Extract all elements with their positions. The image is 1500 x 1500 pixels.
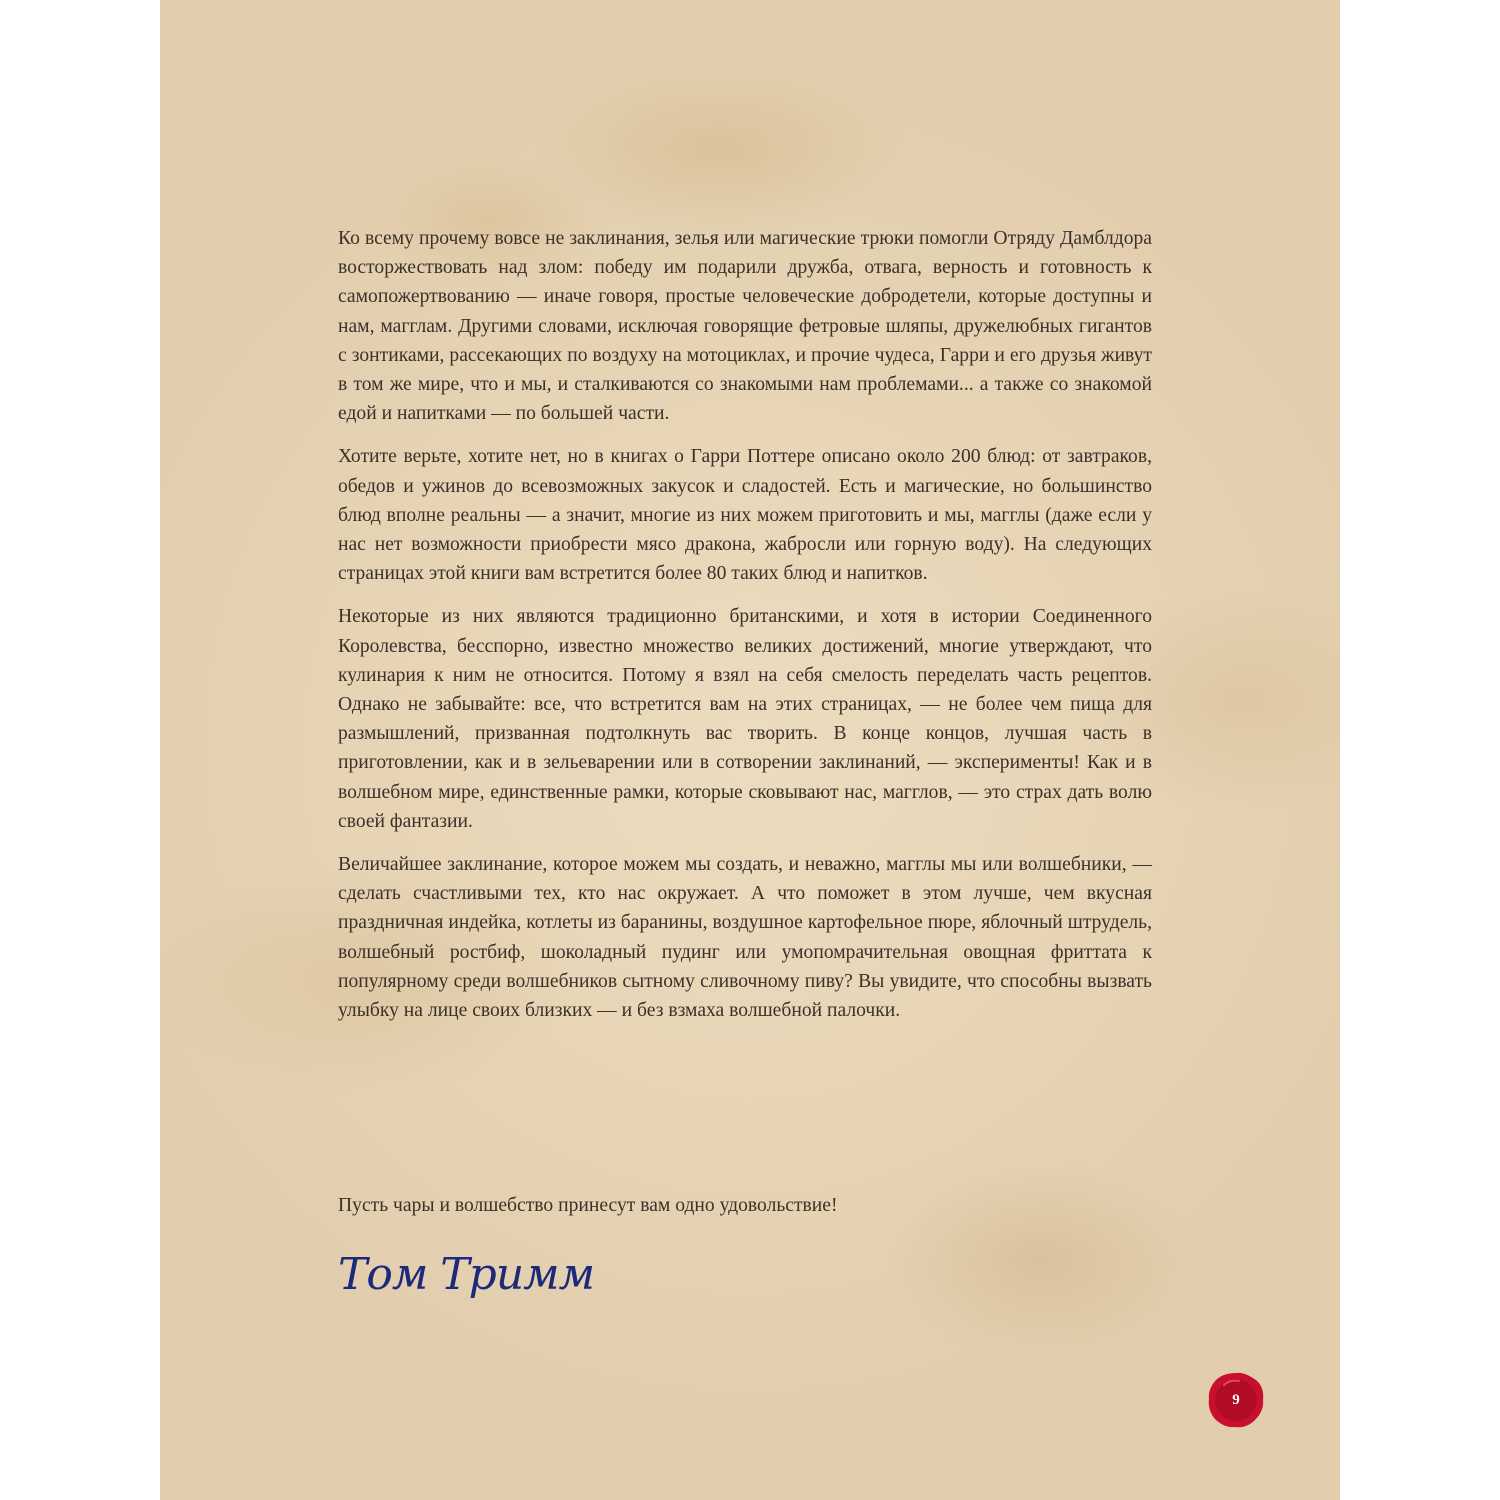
book-page [160,0,1340,1500]
paragraph-4: Величайшее заклинание, которое можем мы создать, и неважно, магглы мы или волшебники, — сделать счастливыми тех, кто нас окружает. А что поможет в этом лучше, чем вкусная праздничная индейка, котлеты из баранины, воздушное картофельное пюре, яблочный штрудель, волшебный ростбиф, шоколадный пудинг или умопомрачительная овощная фриттата к популярному среди волшебников сытному сливочному пиву? Вы увидите, что способны вызвать улыбку на лице своих близких — и без взмаха волшебной палочки. [338,854,1152,1022]
author-signature: Том Тримм [338,1249,595,1300]
paragraph-3: Некоторые из них являются традиционно британскими, и хотя в истории Соединенного Королевства, бесспорно, известно множество великих достижений, многие утверждают, что кулинария к ним не относится. Потому я взял на себя смелость переделать часть рецептов. Однако не забывайте: все, что встретится вам на этих страницах, — не более чем пища для размышлений, призванная подтолкнуть вас творить. В конце концов, лучшая часть в приготовлении, как и в зельеварении или в сотворении заклинаний, — эксперименты! Как и в волшебном мире, единственные рамки, которые сковывают нас, магглов, — это страх дать волю своей фантазии. [338,606,1152,832]
closing-line: Пусть чары и волшебство принесут вам одно удовольствие! [338,1195,838,1216]
paragraph-2: Хотите верьте, хотите нет, но в книгах о Гарри Поттере описано около 200 блюд: от завтраков, обедов и ужинов до всевозможных закусок и сладостей. Есть и магические, но большинство блюд вполне реальны — а значит, многие из них можем приготовить и мы, магглы (даже если у нас нет возможности приобрести мясо дракона, жабросли или горную воду). На следующих страницах этой книги вам встретится более 80 таких блюд и напитков. [338,446,1152,585]
page-number: 9 [1232,1391,1240,1408]
paragraph-1: Ко всему прочему вовсе не заклинания, зелья или магические трюки помогли Отряду Дамблдора восторжествовать над злом: победу им подарили дружба, отвага, верность и готовность к самопожертвованию — иначе говоря, простые человеческие добродетели, которые доступны и нам, магглам. Другими словами, исключая говорящие фетровые шляпы, дружелюбных гигантов с зонтиками, рассекающих по воздуху на мотоциклах, и прочие чудеса, Гарри и его друзья живут в том же мире, что и мы, и сталкиваются со знакомыми нам проблемами... а также со знакомой едой и напитками — по большей части. [338,228,1152,425]
page-number-seal [1206,1370,1266,1430]
body-text [338,224,1152,1039]
